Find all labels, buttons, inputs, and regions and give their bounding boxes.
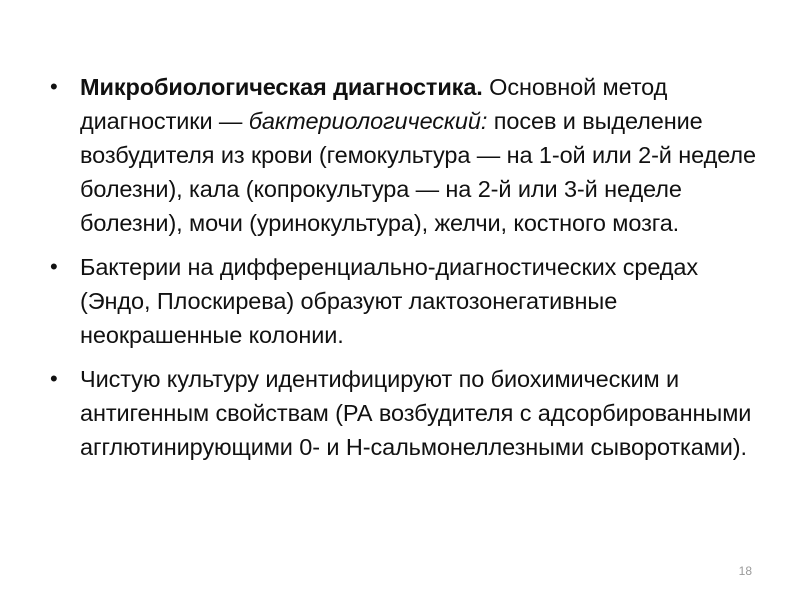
bullet-icon: • xyxy=(50,366,58,391)
bullet-item-diagnostics xyxy=(48,70,760,240)
bullet-icon: • xyxy=(50,254,58,279)
bullet-text: Основной метод диагностики — xyxy=(80,74,668,134)
bullet-text: Чистую культуру идентифицируют по биохимическим и антигенным свойствам (РА возбудителя с адсорбированными агглютинирующими 0- и Н-сальмонеллезными сыворотками). xyxy=(80,366,752,460)
bullet-item-identification xyxy=(48,362,760,464)
page-number: 18 xyxy=(738,564,752,578)
bullet-bold-heading: Микробиологическая диагностика. xyxy=(80,74,483,100)
bullet-icon: • xyxy=(50,74,58,99)
bullet-text: посев и выделение возбудителя из крови (гемокультура — на 1-ой или 2-й неделе болезни), кала (копрокультура — на 2-й или 3-й неделе болезни), мочи (уринокультура), желчи, костного мозга. xyxy=(80,108,756,236)
bullet-item-media xyxy=(48,250,760,352)
bullet-list xyxy=(48,70,760,474)
bullet-italic-term: бактериологический: xyxy=(248,108,488,134)
bullet-text: Бактерии на дифференциально-диагностических средах (Эндо, Плоскирева) образуют лактозонегативные неокрашенные колонии. xyxy=(80,254,699,348)
